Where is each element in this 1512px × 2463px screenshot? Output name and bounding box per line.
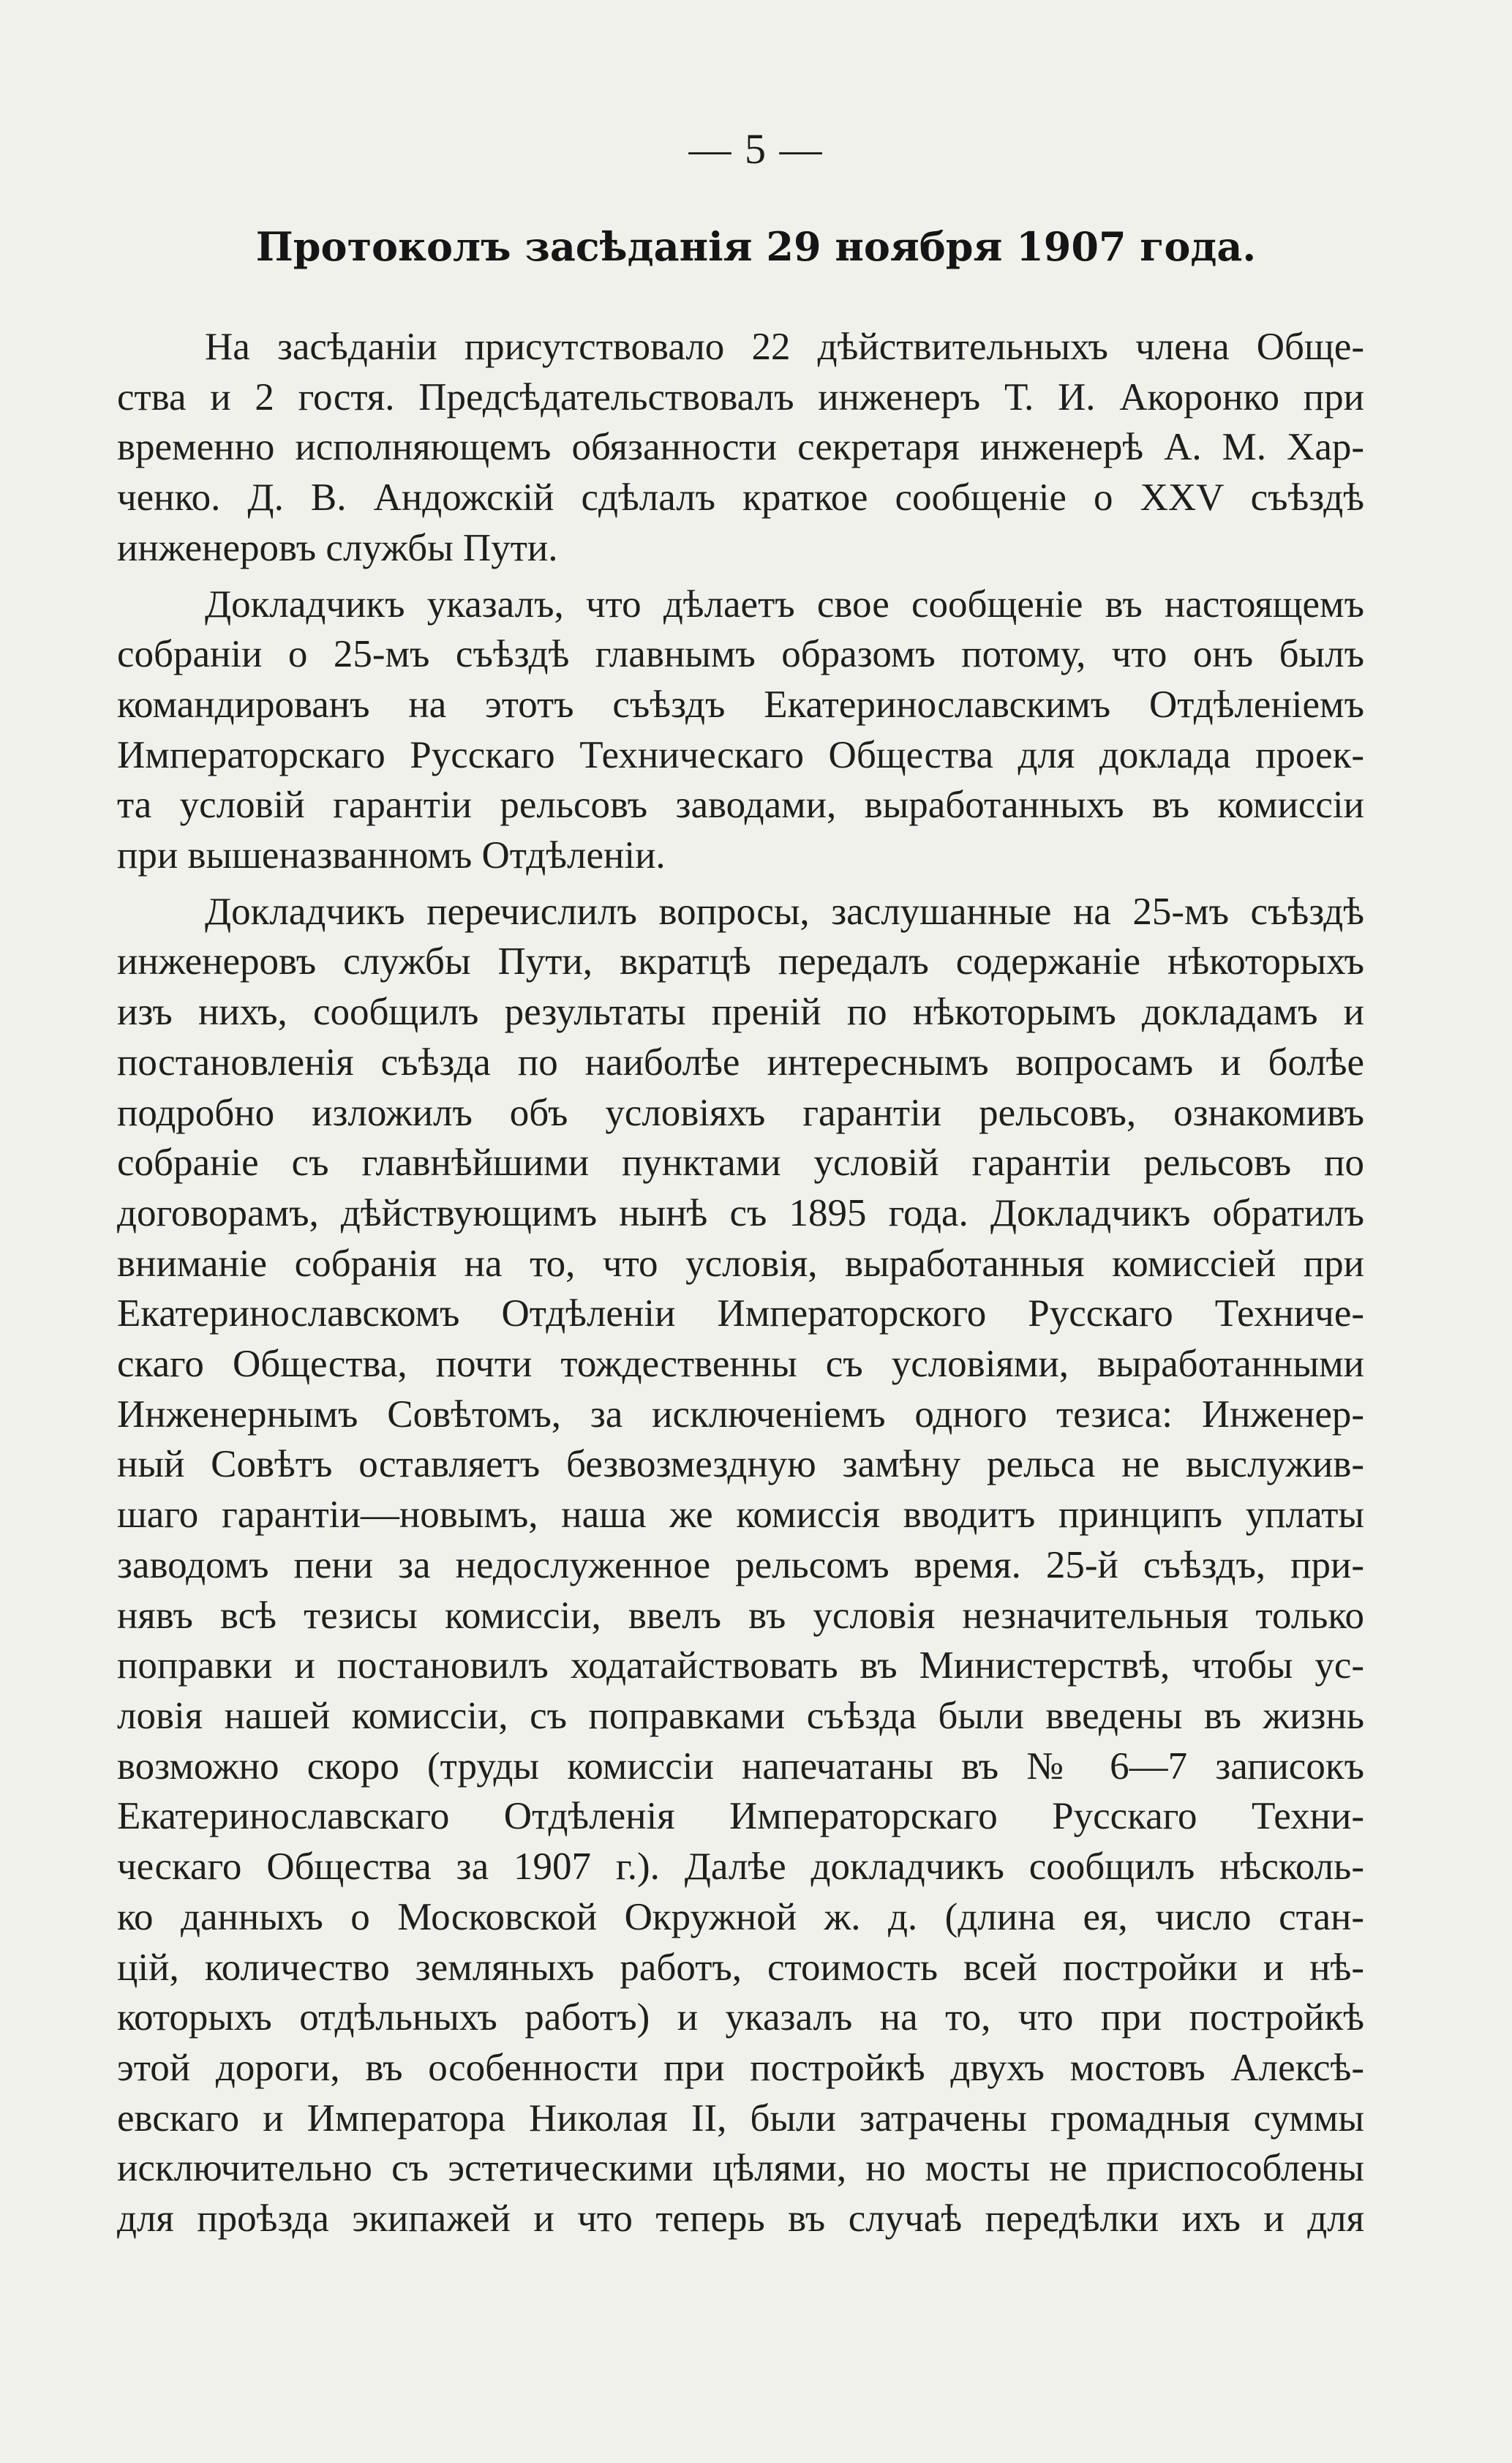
text-line: возможно скоро (труды комиссіи напечатаны въ № 6—7 записокъ — [117, 1744, 1364, 1788]
paragraph-3 — [117, 887, 1364, 2244]
text-line: договорамъ, дѣйствующимъ нынѣ съ 1895 года. Докладчикъ обратилъ — [117, 1191, 1364, 1234]
page-number: — 5 — — [688, 125, 824, 173]
text-line: собраніи о 25-мъ съѣздѣ главнымъ образомъ потому, что онъ былъ — [117, 633, 1364, 676]
text-line: нявъ всѣ тезисы комиссіи, ввелъ въ условія незначительныя только — [117, 1594, 1364, 1637]
text-line: инженеровъ службы Пути. — [117, 526, 558, 569]
text-line: инженеровъ службы Пути, вкратцѣ передалъ содержаніе нѣкоторыхъ — [117, 940, 1364, 983]
text-line: Докладчикъ указалъ, что дѣлаетъ свое сообщеніе въ настоящемъ — [205, 582, 1364, 626]
text-line: шаго гарантіи—новымъ, наша же комиссія вводитъ принципъ уплаты — [117, 1493, 1364, 1537]
text-line: цій, количество земляныхъ работъ, стоимость всей постройки и нѣ- — [117, 1946, 1364, 1989]
text-line: командированъ на этотъ съѣздъ Екатеринославскимъ Отдѣленіемъ — [117, 683, 1364, 726]
text-line: при вышеназванномъ Отдѣленіи. — [117, 834, 666, 877]
text-line: поправки и постановилъ ходатайствовать въ Министерствѣ, чтобы ус- — [117, 1644, 1364, 1687]
text-line: ства и 2 гостя. Предсѣдательствовалъ инженеръ Т. И. Акоронко при — [117, 375, 1364, 419]
page-title: Протоколъ засѣданія 29 ноября 1907 года. — [255, 223, 1257, 270]
text-line: постановленія съѣзда по наиболѣе интереснымъ вопросамъ и болѣе — [117, 1041, 1364, 1084]
text-line: На засѣданіи присутствовало 22 дѣйствительныхъ члена Обще- — [205, 326, 1364, 368]
text-line: та условій гарантіи рельсовъ заводами, выработанныхъ въ комиссіи — [117, 784, 1364, 827]
body-text — [117, 322, 1364, 2244]
text-line: ческаго Общества за 1907 г.). Далѣе докладчикъ сообщилъ нѣсколь- — [117, 1845, 1364, 1889]
text-line: Докладчикъ перечислилъ вопросы, заслушанные на 25-мъ съѣздѣ — [205, 890, 1364, 933]
text-line: ко данныхъ о Московской Окружной ж. д. (длина ея, число стан- — [117, 1895, 1364, 1938]
text-line: исключительно съ эстетическими цѣлями, но мосты не приспособлены — [117, 2147, 1364, 2190]
paragraph-1 — [117, 322, 1364, 574]
text-line: вниманіе собранія на то, что условія, выработанныя комиссіей при — [117, 1242, 1364, 1285]
text-line: изъ нихъ, сообщилъ результаты преній по нѣкоторымъ докладамъ и — [117, 991, 1364, 1034]
paragraph-2 — [117, 580, 1364, 881]
text-line: Инженернымъ Совѣтомъ, за исключеніемъ одного тезиса: Инженер- — [117, 1392, 1364, 1436]
text-line: Императорскаго Русскаго Техническаго Общества для доклада проек- — [117, 733, 1364, 776]
text-line: евскаго и Императора Николая II, были затрачены громадныя суммы — [117, 2096, 1364, 2140]
text-line: которыхъ отдѣльныхъ работъ) и указалъ на то, что при постройкѣ — [117, 1996, 1364, 2039]
text-line: для проѣзда экипажей и что теперь въ случаѣ передѣлки ихъ и для — [117, 2197, 1364, 2241]
text-line: ный Совѣтъ оставляетъ безвозмездную замѣну рельса не выслужив- — [117, 1443, 1364, 1486]
text-line: ловія нашей комиссіи, съ поправками съѣзда были введены въ жизнь — [117, 1694, 1364, 1737]
text-line: этой дороги, въ особенности при постройкѣ двухъ мостовъ Алексѣ- — [117, 2046, 1364, 2089]
text-line: Екатеринославскомъ Отдѣленіи Императорского Русскаго Техниче- — [117, 1292, 1364, 1335]
text-line: подробно изложилъ объ условіяхъ гарантіи рельсовъ, ознакомивъ — [117, 1091, 1364, 1134]
text-line: временно исполняющемъ обязанности секретаря инженерѣ А. М. Хар- — [117, 426, 1364, 469]
text-line: ченко. Д. В. Андожскій сдѣлалъ краткое сообщеніе о XXV съѣздѣ — [117, 476, 1364, 520]
text-line: заводомъ пени за недослуженное рельсомъ время. 25-й съѣздъ, при- — [117, 1543, 1364, 1586]
text-line: собраніе съ главнѣйшими пунктами условій гарантіи рельсовъ по — [117, 1141, 1364, 1185]
text-line: Екатеринославскаго Отдѣленія Императорскаго Русскаго Техни- — [117, 1795, 1364, 1838]
text-line: скаго Общества, почти тождественны съ условіями, выработанными — [117, 1343, 1364, 1386]
